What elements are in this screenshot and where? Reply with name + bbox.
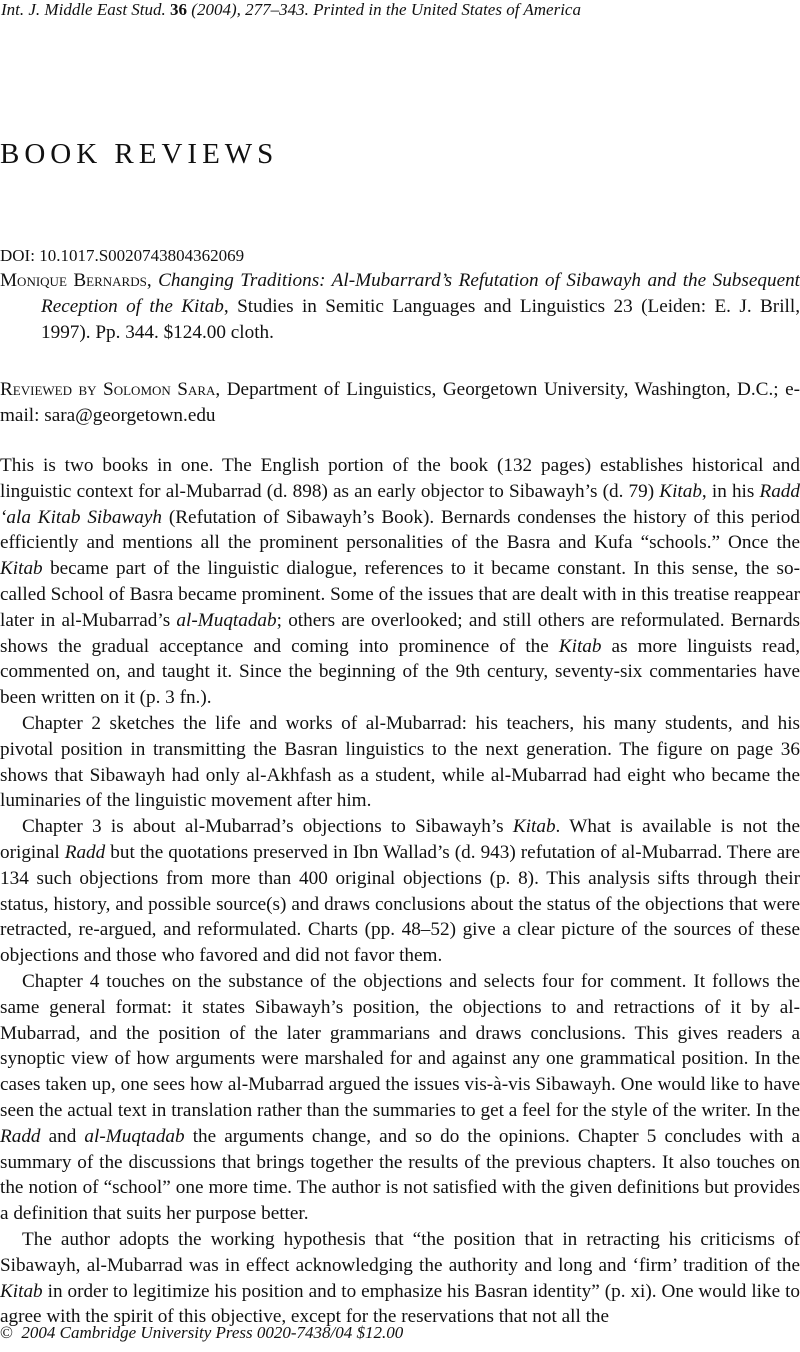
volume-number: 36 (170, 0, 188, 19)
doi: DOI: 10.1017.S0020743804362069 (0, 246, 245, 265)
book-details: , Studies in Semitic Languages and Linguistics 23 (Leiden: E. J. Brill, 1997). Pp. 344. $124.00 cloth. (41, 296, 800, 343)
reviewer-affiliation: , Department of Linguistics, Georgetown University, Washington, D.C.; e-mail: sara@georgetown.edu (0, 379, 800, 426)
copyright-symbol: © (0, 1323, 13, 1342)
book-citation: Monique Bernards, Changing Traditions: Al-Mubarrard’s Refutation of Sibawayh and the Subsequent Reception of the Kitab, Studies in Semitic Languages and Linguistics 23 (Leiden: E. J. Brill, 1997). Pp. 344. $124.00 cloth. (0, 270, 800, 343)
reviewer-name: Reviewed by Solomon Sara (0, 379, 216, 400)
paragraph-4: Chapter 4 touches on the substance of the objections and selects four for comment. It follows the same general format: it states Sibawayh’s position, the objections to and retractions of it by al-Mubarrad, and the position of the later grammarians and draws conclusions. This gives readers a synoptic view of how arguments were marshaled for and against any one grammatical position. In the cases taken up, one sees how al-Mubarrad argued the issues vis-à-vis Sibawayh. One would like to have seen the actual text in translation rather than the summaries to get a feel for the style of the writer. In the Radd and al-Muqtadab the arguments change, and so do the opinions. Chapter 5 concludes with a summary of the discussions that brings together the results of the previous chapters. It also touches on the notion of “school” one more time. The author is not satisfied with the given definitions but provides a definition that suits her purpose better. (0, 970, 800, 1225)
section-title: BOOK REVIEWS (0, 138, 279, 170)
book-title: Changing Traditions: Al-Mubarrard’s Refutation of Sibawayh and the Subsequent Reception of the Kitab (41, 270, 800, 317)
paragraph-3: Chapter 3 is about al-Mubarrad’s objections to Sibawayh’s Kitab. What is available is not the original Radd but the quotations preserved in Ibn Wallad’s (d. 943) refutation of al-Mubarrad. There are 134 such objections from more than 400 original objections (p. 8). This analysis sifts through their status, history, and possible source(s) and draws conclusions about the status of the objections that were retracted, re-argued, and reformulated. Charts (pp. 48–52) give a clear picture of the sources of these objections and those who favored and did not favor them. (0, 816, 800, 967)
journal-name: Int. J. Middle East Stud. (1, 0, 166, 19)
issue-info: (2004), 277–343. Printed in the United States of America (191, 0, 581, 19)
copyright-footer (0, 1323, 403, 1343)
copyright-text: 2004 Cambridge University Press 0020-7438/04 $12.00 (21, 1323, 404, 1342)
paragraph-1: This is two books in one. The English portion of the book (132 pages) establishes historical and linguistic context for al-Mubarrad (d. 898) as an early objector to Sibawayh’s (d. 79) Kitab, in his Radd ‘ala Kitab Sibawayh (Refutation of Sibawayh’s Book). Bernards condenses the history of this period efficiently and mentions all the prominent personalities of the Basra and Kufa “schools.” Once the Kitab became part of the linguistic dialogue, references to it became constant. In this sense, the so-called School of Basra became prominent. Some of the issues that are dealt with in this treatise reappear later in al-Mubarrad’s al-Muqtadab; others are overlooked; and still others are reformulated. Bernards shows the gradual acceptance and coming into prominence of the Kitab as more linguists read, commented on, and taught it. Since the beginning of the 9th century, seventy-six commentaries have been written on it (p. 3 fn.). (0, 455, 800, 709)
review-body (0, 453, 800, 1330)
reviewer-line (0, 377, 800, 429)
book-author: Monique Bernards (0, 270, 147, 291)
running-head (1, 0, 581, 20)
paragraph-2: Chapter 2 sketches the life and works of al-Mubarrad: his teachers, his many students, and his pivotal position in transmitting the Basran linguistics to the next generation. The figure on page 36 shows that Sibawayh had only al-Akhfash as a student, while al-Mubarrad had eight who became the luminaries of the linguistic movement after him. (0, 712, 800, 812)
paragraph-5: The author adopts the working hypothesis that “the position that in retracting his criticisms of Sibawayh, al-Mubarrad was in effect acknowledging the authority and long and ‘firm’ tradition of the Kitab in order to legitimize his position and to emphasize his Basran identity” (p. xi). One would like to agree with the spirit of this objective, except for the reservations that not all the (0, 1228, 800, 1328)
